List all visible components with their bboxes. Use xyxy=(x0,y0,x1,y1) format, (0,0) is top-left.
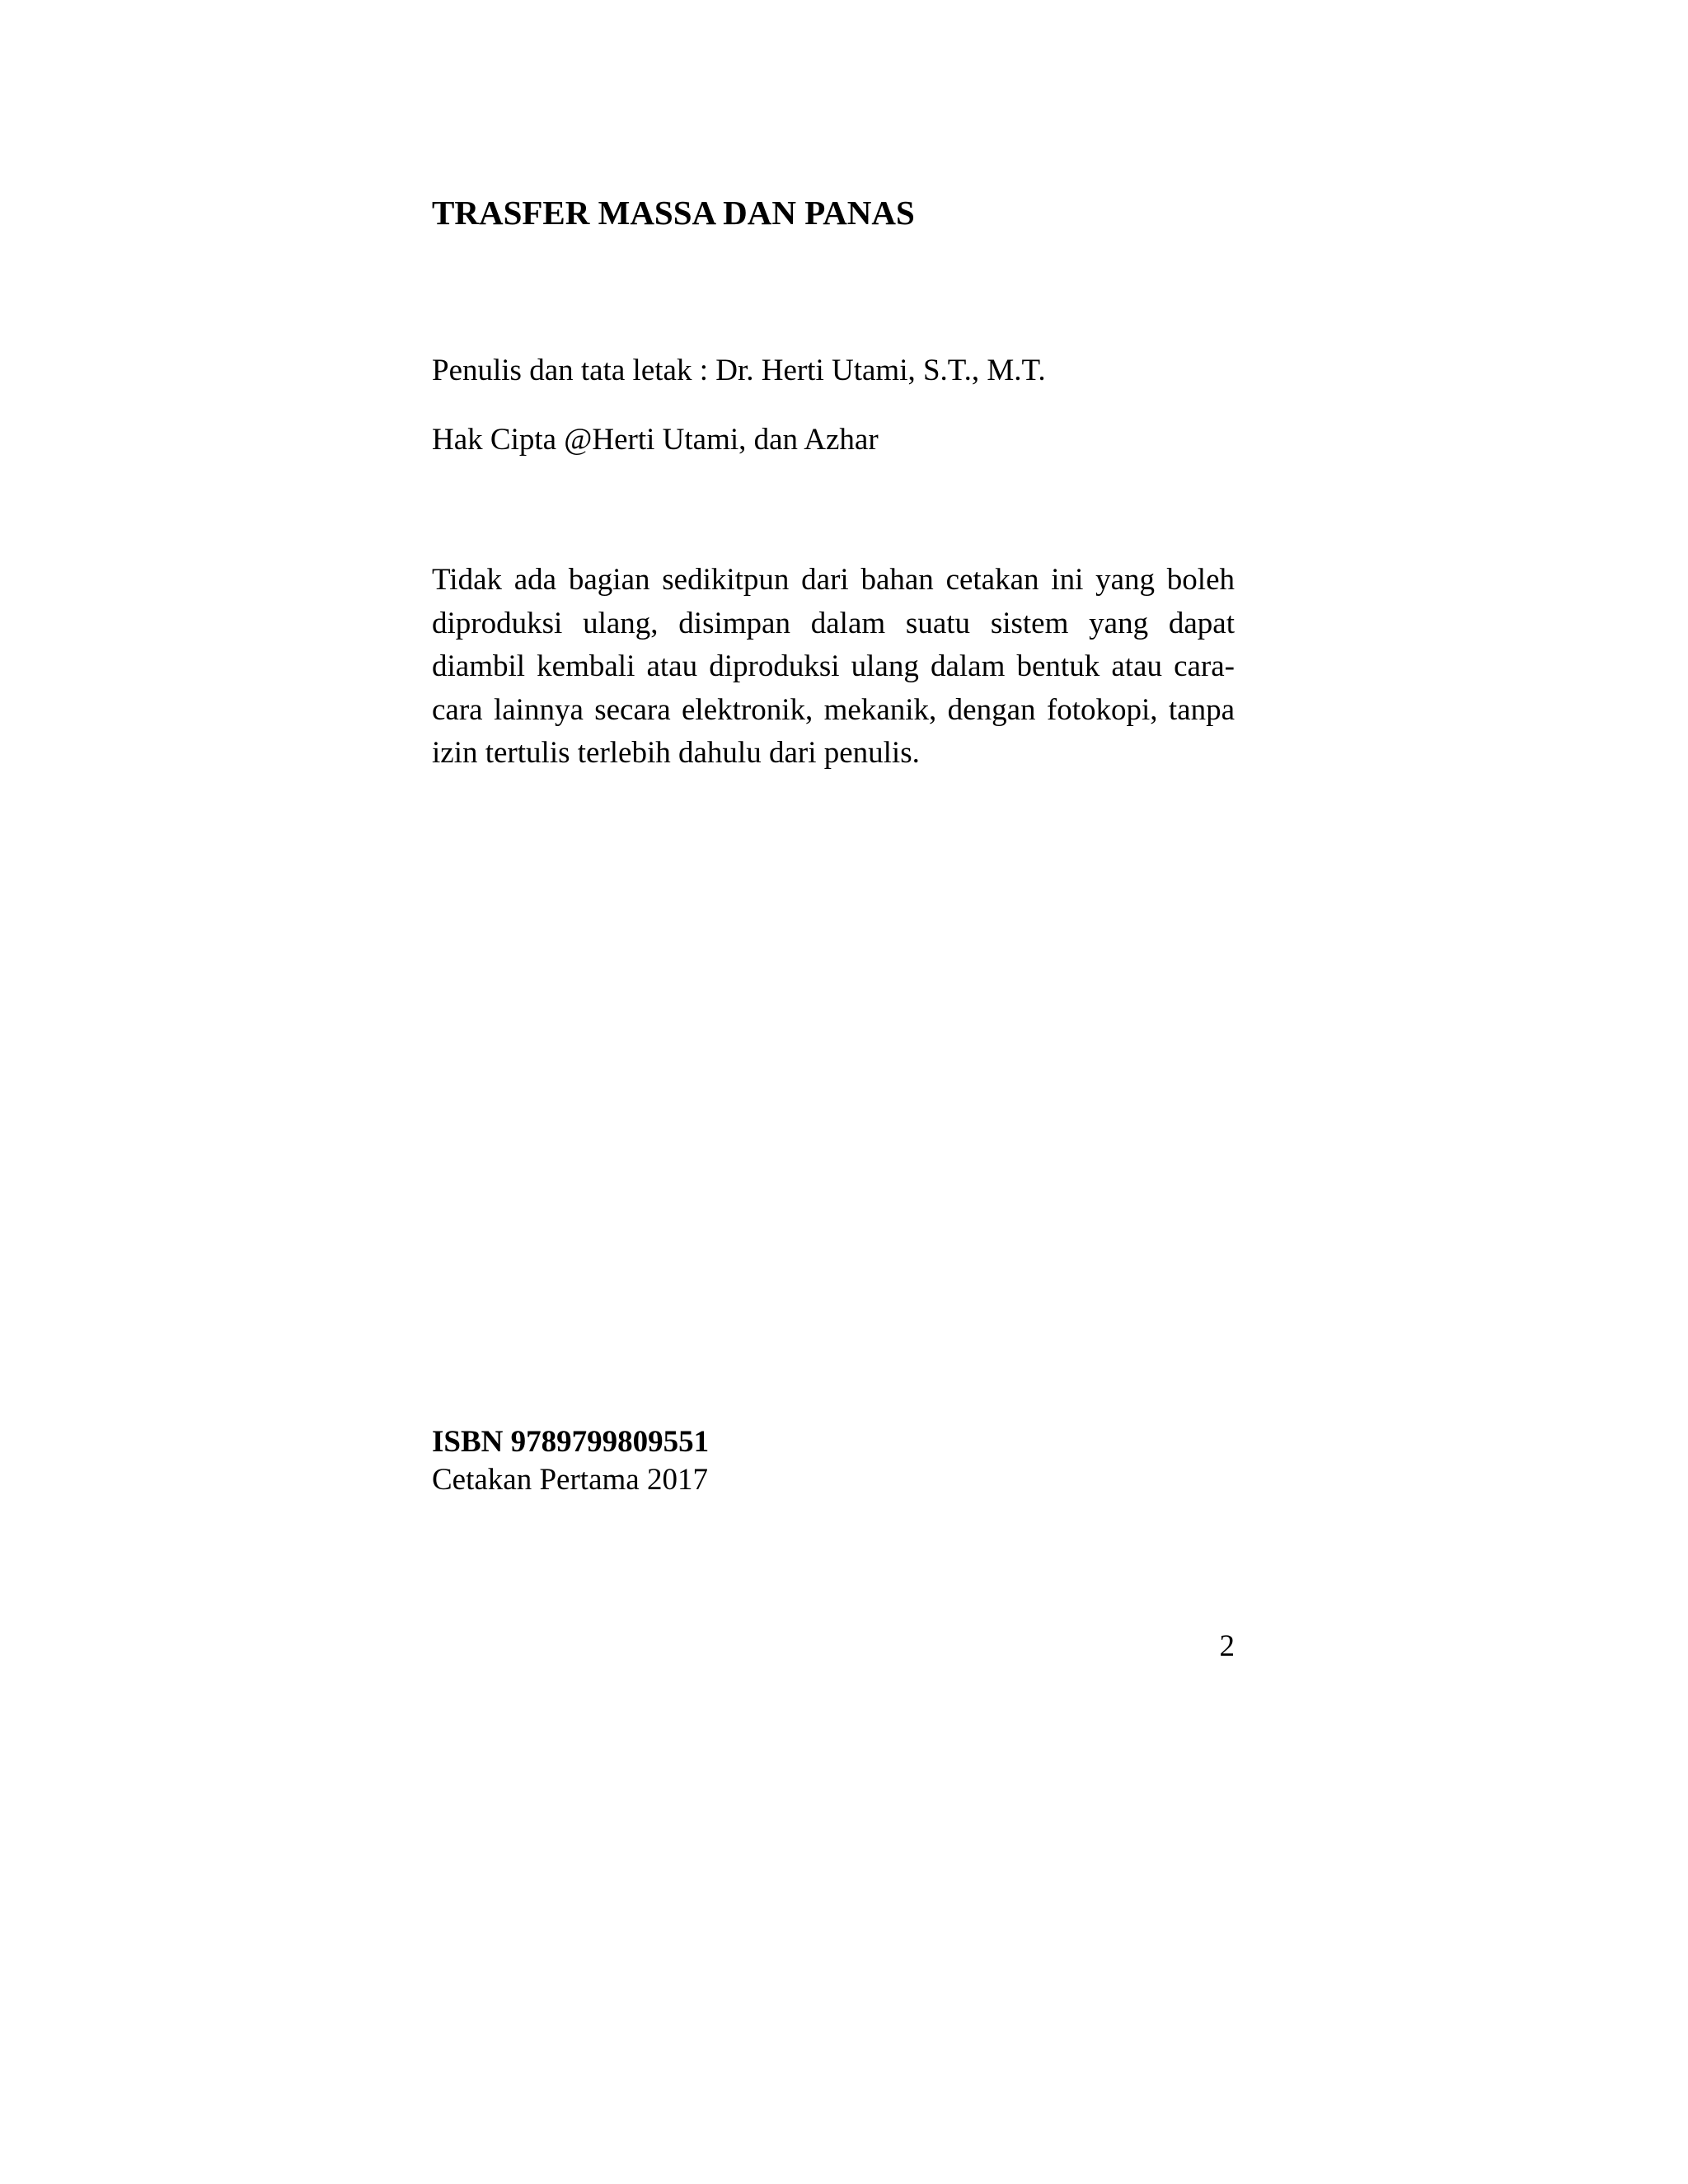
copyright-line: Hak Cipta @Herti Utami, dan Azhar xyxy=(432,423,879,457)
copyright-notice: Tidak ada bagian sedikitpun dari bahan cetakan ini yang boleh diproduksi ulang, disimpan dalam suatu sistem yang dapat diambil kembali atau diproduksi ulang dalam bentuk atau cara-cara lainnya secara elektronik, mekanik, dengan fotokopi, tanpa izin tertulis terlebih dahulu dari penulis. xyxy=(432,563,1235,770)
author-line: Penulis dan tata letak : Dr. Herti Utami, S.T., M.T. xyxy=(432,354,1046,387)
isbn-number: ISBN 9789799809551 xyxy=(432,1425,710,1459)
page-number: 2 xyxy=(1219,1629,1235,1663)
book-title: TRASFER MASSA DAN PANAS xyxy=(432,194,915,232)
edition-line: Cetakan Pertama 2017 xyxy=(432,1463,708,1497)
